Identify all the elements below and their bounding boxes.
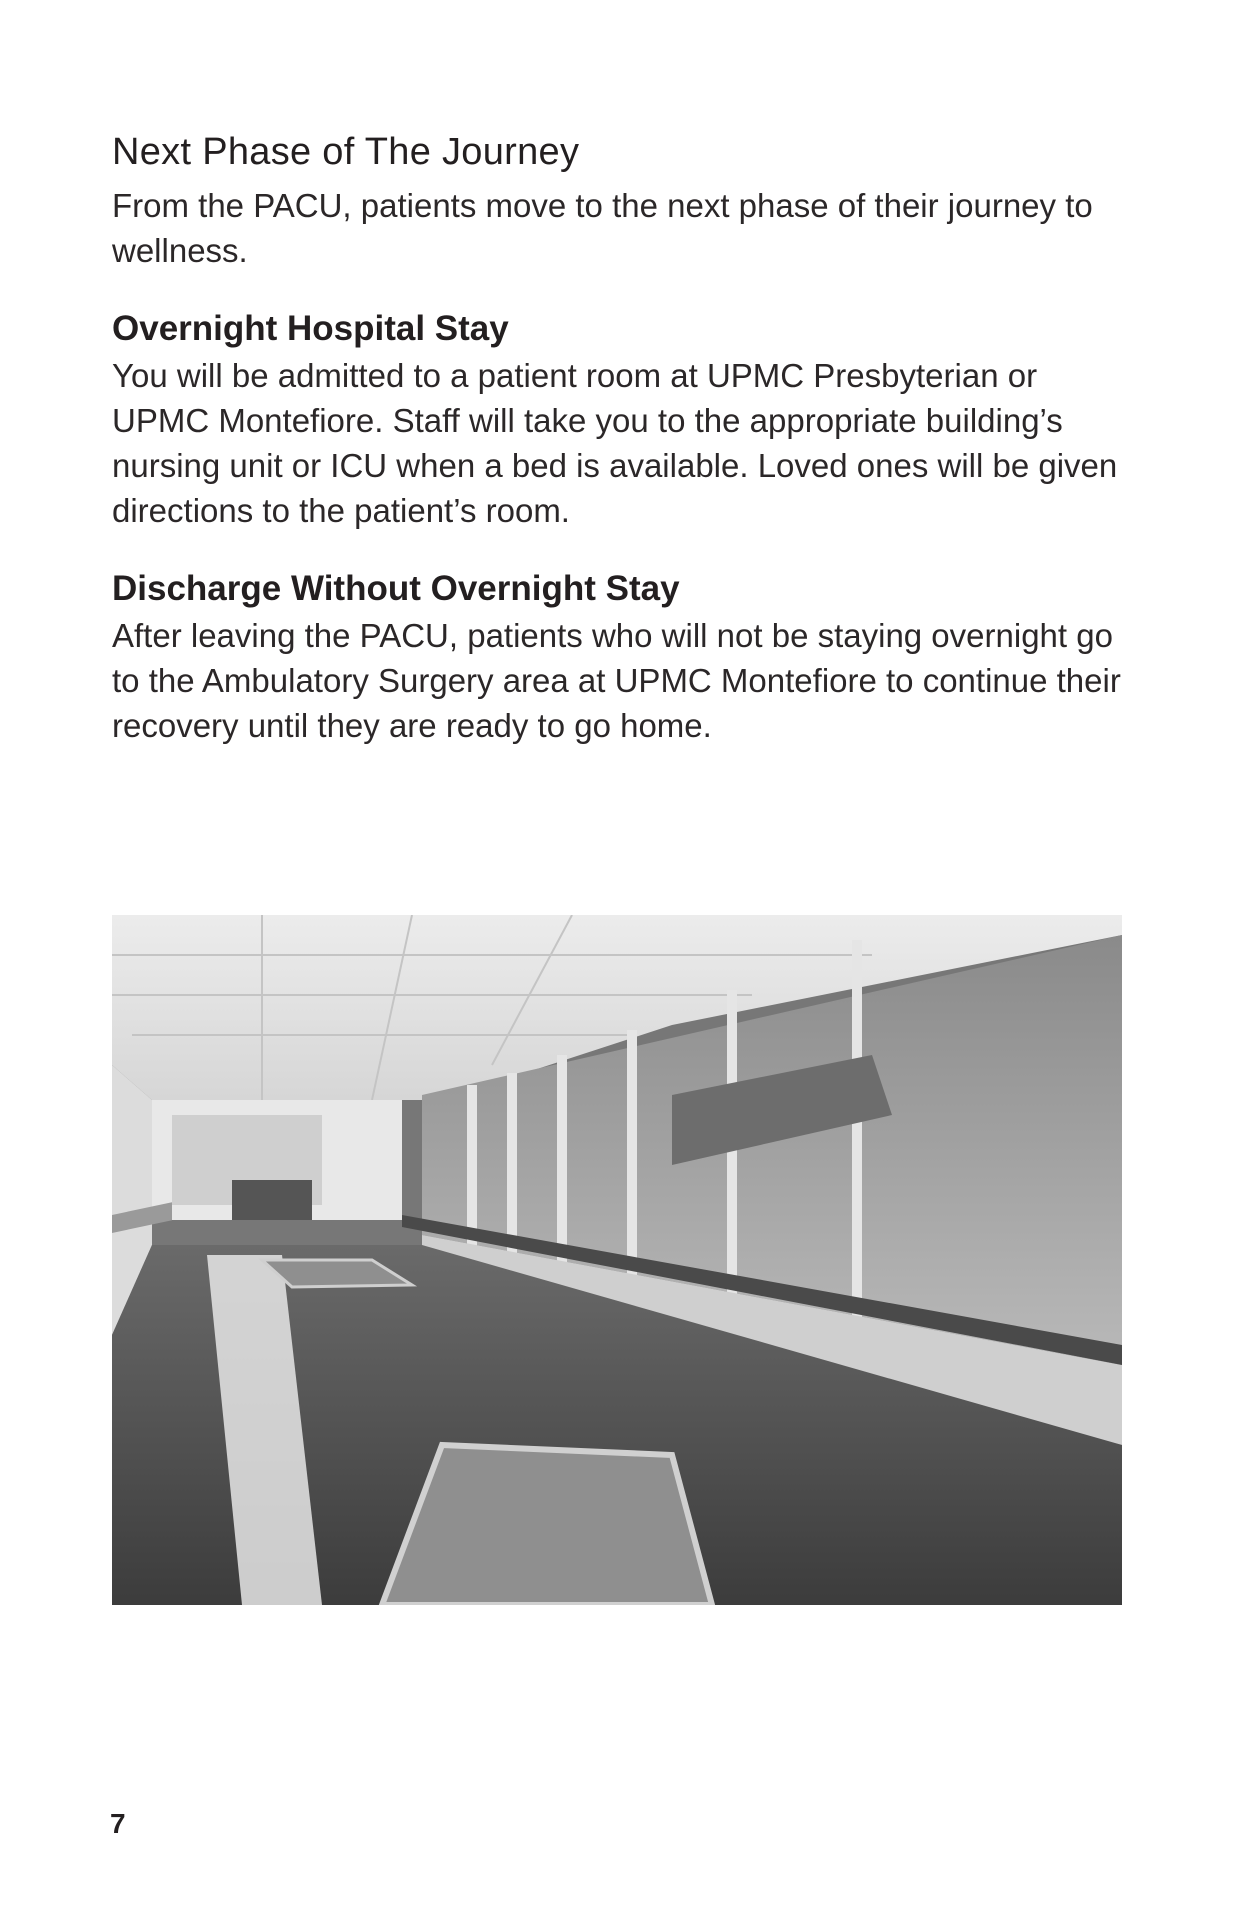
hallway-photo [112, 915, 1122, 1605]
section-intro: From the PACU, patients move to the next phase of their journey to wellness. [112, 187, 1093, 270]
overnight-heading: Overnight Hospital Stay [112, 309, 509, 349]
discharge-heading: Discharge Without Overnight Stay [112, 569, 680, 609]
hallway-photo-illustration [112, 915, 1122, 1605]
page-number: 7 [110, 1808, 126, 1839]
section-title: Next Phase of The Journey [112, 131, 580, 173]
page-content [112, 128, 1132, 748]
discharge-body: After leaving the PACU, patients who will not be staying overnight go to the Ambulatory Surgery area at UPMC Montefiore to continue their recovery until they are ready to go home. [112, 616, 1121, 744]
overnight-body: You will be admitted to a patient room at UPMC Presbyterian or UPMC Montefiore. Staff will take you to the appropriate building’s nursing unit or ICU when a bed is available. Loved ones will be given directions to the patient’s room. [112, 357, 1118, 530]
